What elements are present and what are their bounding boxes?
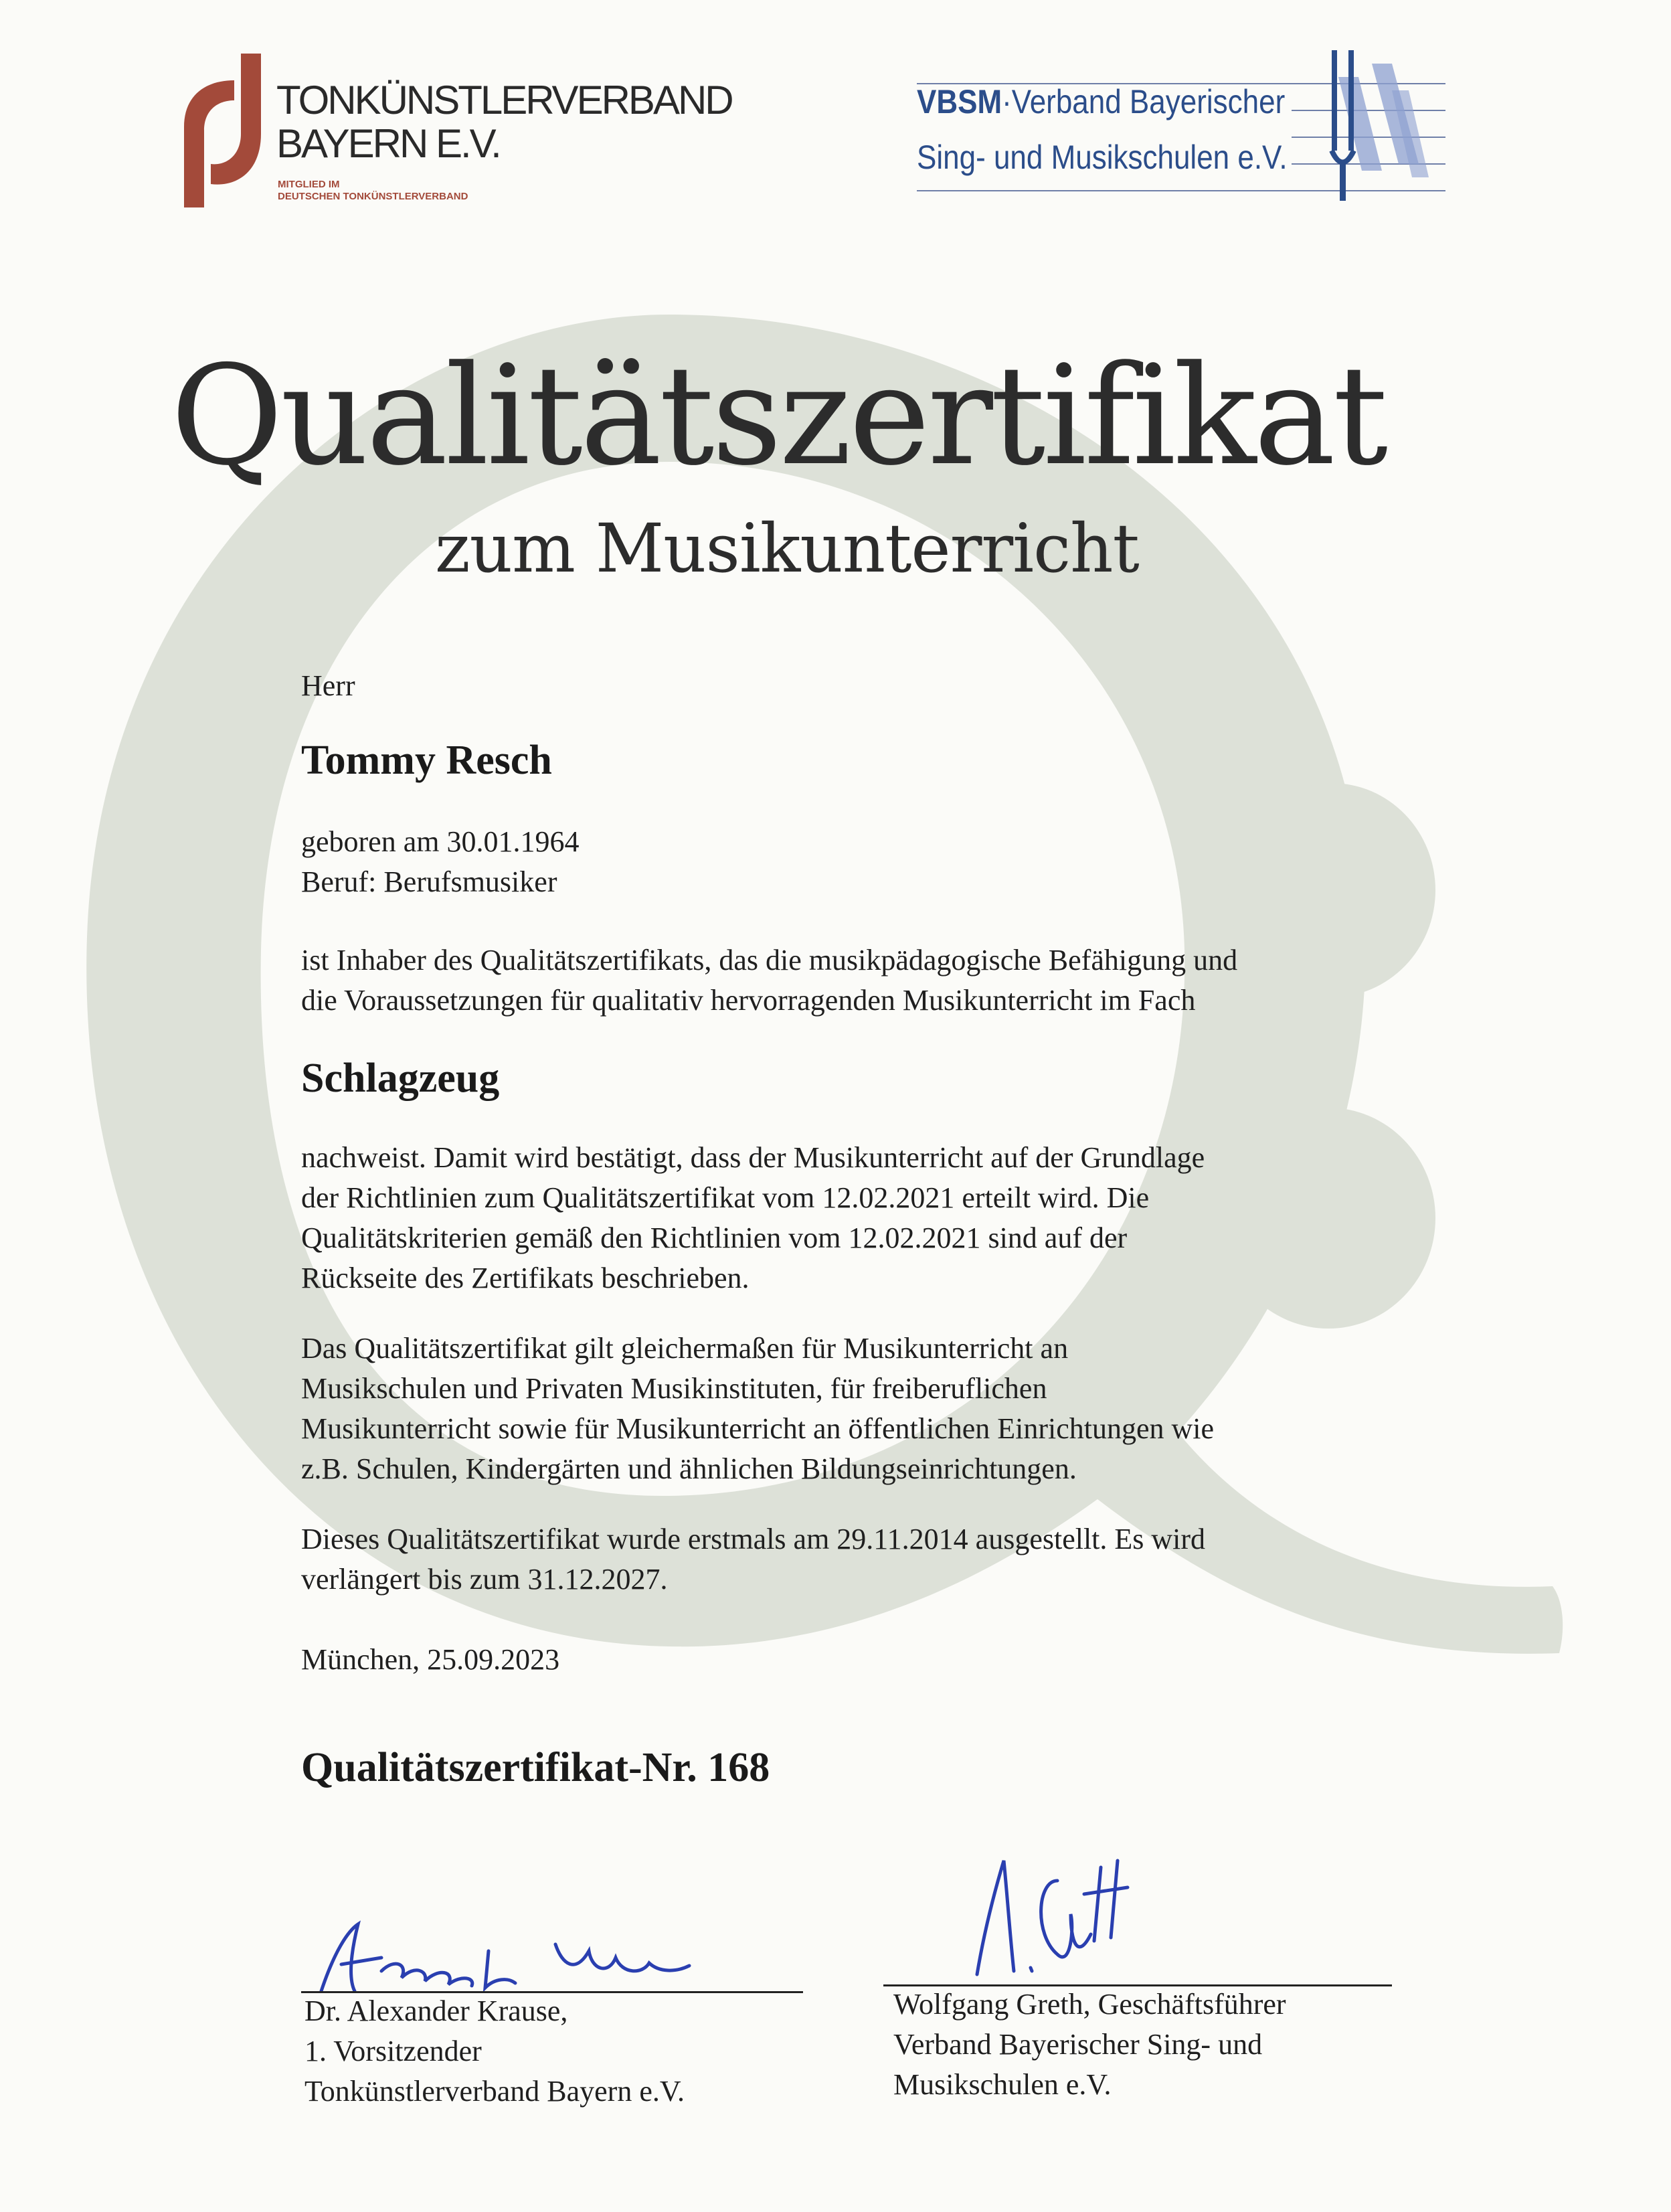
paragraph-line: Rückseite des Zertifikats beschrieben.	[301, 1262, 750, 1294]
signature-right-handwriting	[957, 1854, 1138, 1988]
tuning-fork-icon	[1318, 50, 1432, 204]
intro-paragraph	[301, 940, 1237, 1021]
signatory-left-line: Tonkünstlerverband Bayern e.V.	[304, 2075, 685, 2108]
signatory-left-line: Dr. Alexander Krause,	[304, 1994, 568, 2027]
vbsm-logo	[917, 50, 1459, 204]
signatory-right-line: Verband Bayerischer Sing- und	[893, 2028, 1263, 2061]
paragraph-line: verlängert bis zum 31.12.2027.	[301, 1563, 668, 1596]
paragraph-line: Qualitätskriterien gemäß den Richtlinien vom 12.02.2021 sind auf der	[301, 1221, 1128, 1254]
subject: Schlagzeug	[301, 1055, 500, 1101]
colon-dot-upper	[1228, 783, 1435, 997]
paragraph-line: Dieses Qualitätszertifikat wurde erstmals am 29.11.2014 ausgestellt. Es wird	[301, 1523, 1206, 1555]
place-date: München, 25.09.2023	[301, 1643, 560, 1676]
tkv-sub-line1: MITGLIED IM	[278, 179, 340, 190]
paragraph-line: z.B. Schulen, Kindergärten und ähnlichen Bildungseinrichtungen.	[301, 1452, 1077, 1485]
confirm-paragraph	[301, 1138, 1205, 1298]
profession-line: Beruf: Berufsmusiker	[301, 865, 557, 898]
certificate-title: Qualitätszertifikat	[171, 337, 1386, 496]
paragraph-line: der Richtlinien zum Qualitätszertifikat vom 12.02.2021 erteilt wird. Die	[301, 1181, 1150, 1214]
signatory-right	[893, 1984, 1286, 2105]
signatory-left	[304, 1991, 685, 2112]
signature-left-handwriting	[294, 1911, 709, 2005]
paragraph-line: ist Inhaber des Qualitätszertifikats, das die musikpädagogische Befähigung und	[301, 944, 1238, 976]
paragraph-line: Musikschulen und Privaten Musikinstituten, für freiberuflichen	[301, 1372, 1047, 1405]
certificate-subtitle: zum Musikunterricht	[435, 509, 1139, 588]
vbsm-line1	[917, 85, 1285, 118]
salutation: Herr	[301, 669, 355, 702]
paragraph-line: die Voraussetzungen für qualitativ hervorragenden Musikunterricht im Fach	[301, 984, 1196, 1017]
tkv-sub-line2: DEUTSCHEN TONKÜNSTLERVERBAND	[278, 191, 468, 202]
signatory-right-line: Musikschulen e.V.	[893, 2068, 1112, 2101]
tkv-emblem-icon	[171, 54, 271, 214]
issue-paragraph	[301, 1519, 1205, 1600]
tonkuenstlerverband-logo	[171, 54, 732, 214]
signatory-right-line: Wolfgang Greth, Geschäftsführer	[893, 1988, 1286, 2021]
validity-paragraph	[301, 1329, 1214, 1489]
paragraph-line: Musikunterricht sowie für Musikunterricht an öffentlichen Einrichtungen wie	[301, 1412, 1215, 1445]
signatory-left-line: 1. Vorsitzender	[304, 2035, 482, 2067]
vbsm-abbr: VBSM	[917, 83, 1002, 120]
birth-line: geboren am 30.01.1964	[301, 825, 580, 858]
vbsm-line2: Sing- und Musikschulen e.V.	[917, 139, 1288, 176]
tkv-name-line2: BAYERN E.V.	[276, 121, 500, 166]
certificate-number: Qualitätszertifikat-Nr. 168	[301, 1745, 770, 1790]
colon-dot-lower	[1221, 1108, 1435, 1329]
paragraph-line: nachweist. Damit wird bestätigt, dass der Musikunterricht auf der Grundlage	[301, 1141, 1205, 1174]
holder-name: Tommy Resch	[301, 738, 552, 783]
vbsm-line1-rest: ·Verband Bayerischer	[1002, 83, 1286, 120]
paragraph-line: Das Qualitätszertifikat gilt gleichermaßen für Musikunterricht an	[301, 1332, 1069, 1365]
tkv-name-line1: TONKÜNSTLERVERBAND	[276, 78, 732, 122]
